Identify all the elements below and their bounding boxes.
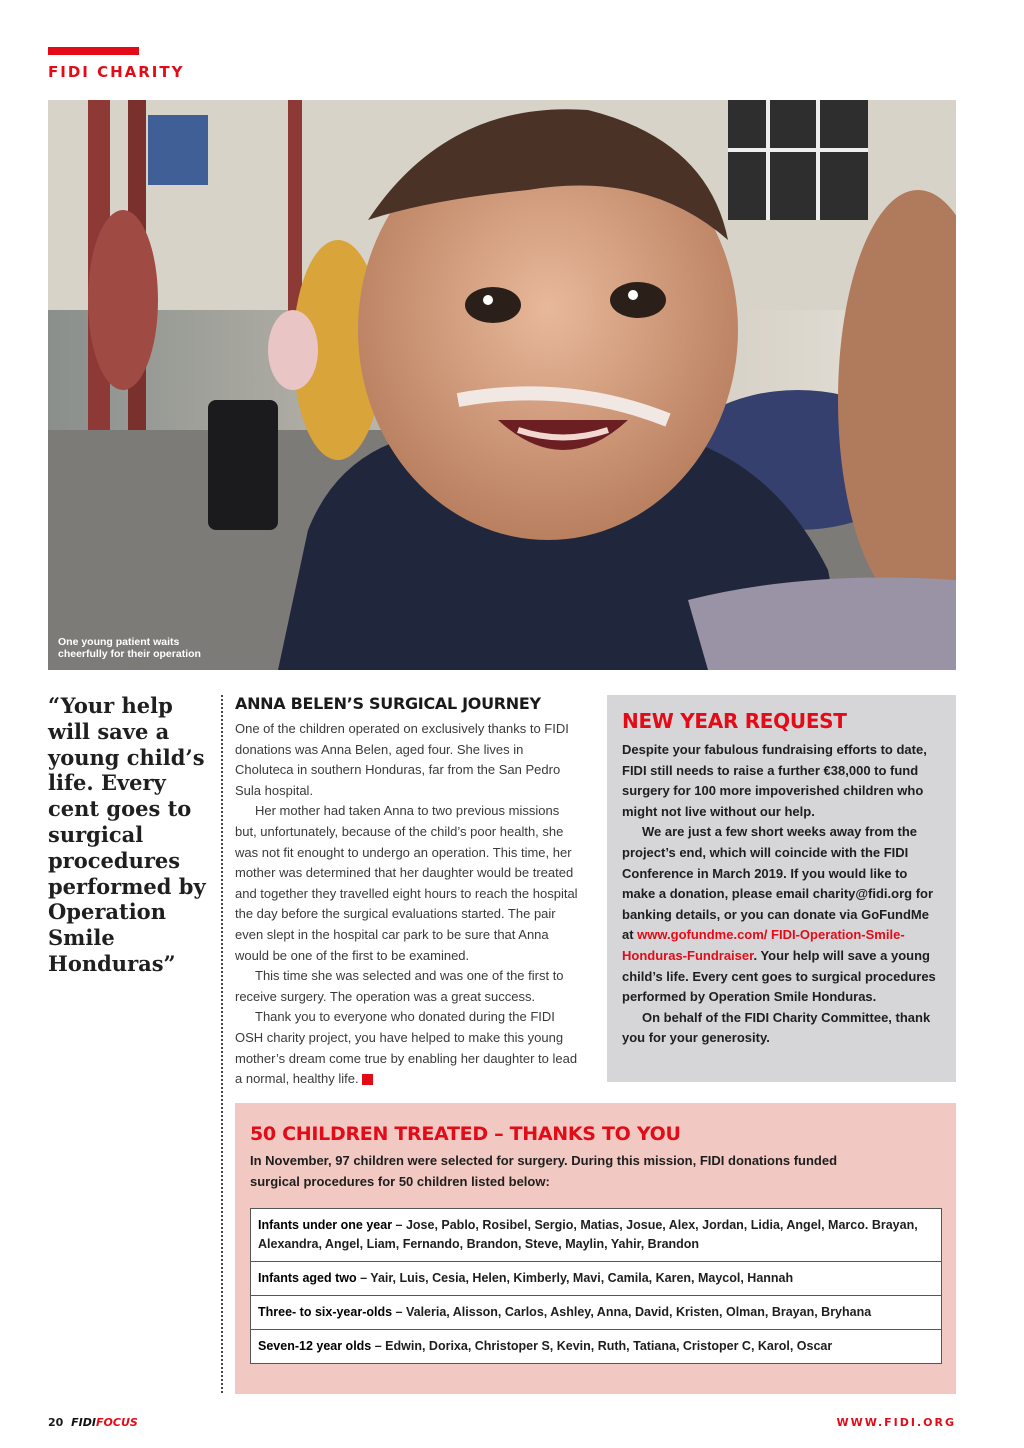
column-divider	[221, 695, 223, 1393]
age-group-label: Three- to six-year-olds	[258, 1305, 393, 1319]
article-paragraph: One of the children operated on exclusively thanks to FIDI donations was Anna Belen, aged four. She lives in Choluteca in southern Honduras, far from the San Pedro Sula hospital.	[235, 721, 569, 798]
children-treated-box	[235, 1103, 956, 1394]
request-title: NEW YEAR REQUEST	[622, 709, 847, 733]
new-year-request-box	[607, 695, 956, 1082]
article	[235, 694, 583, 1090]
age-group-label: Infants under one year	[258, 1218, 393, 1232]
table-row	[251, 1209, 941, 1261]
age-group-label: Infants aged two	[258, 1271, 357, 1285]
children-names: – Valeria, Alisson, Carlos, Ashley, Anna, David, Kristen, Olman, Brayan, Bryhana	[392, 1305, 872, 1319]
article-paragraph-text: Thank you to everyone who donated during the FIDI OSH charity project, you have helped to make this young mother’s dream come true by enabling her daughter to lead a normal, healthy life.	[235, 1009, 578, 1087]
photo-caption	[58, 636, 228, 660]
children-names: – Jose, Pablo, Rosibel, Sergio, Matias, Josue, Alex, Jordan, Lidia, Angel, Marco. Brayan, Alexandra, Angel, Liam, Fernando, Brandon, Steve, Maylin, Yahir, Brandon	[258, 1218, 918, 1251]
age-group-label: Seven-12 year olds	[258, 1339, 372, 1353]
request-paragraph: Despite your fabulous fundraising efforts to date, FIDI still needs to raise a further €38,000 to fund surgery for 100 more impoverished children who might not live without our help.	[622, 742, 927, 819]
table-row	[251, 1329, 941, 1363]
section-accent-bar	[48, 47, 139, 55]
children-intro: In November, 97 children were selected for surgery. During this mission, FIDI donations funded surgical procedures for 50 children listed below:	[250, 1153, 838, 1189]
request-paragraph: On behalf of the FIDI Charity Committee, thank you for your generosity.	[622, 1009, 931, 1046]
table-row	[251, 1295, 941, 1329]
website-link[interactable]: WWW.FIDI.ORG	[836, 1416, 956, 1429]
hero-photo-illustration	[48, 100, 956, 670]
footer-left	[48, 1416, 138, 1429]
end-mark-icon: FF	[362, 1074, 373, 1085]
gofundme-link[interactable]: www.gofundme.com/ FIDI-Operation-Smile-Honduras-Fundraiser	[622, 927, 905, 963]
hero-photo	[48, 100, 956, 670]
children-names: – Edwin, Dorixa, Christoper S, Kevin, Ruth, Tatiana, Cristoper C, Karol, Oscar	[371, 1339, 833, 1353]
article-paragraph: Her mother had taken Anna to two previous missions but, unfortunately, because of the child’s poor health, she was not fit enought to undergo an operation. This time, her mother was determined that her daughter would be treated and together they travelled eight hours to reach the hospital the day before the surgical evaluations started. The pair even slept in the hospital car park to be sure that Anna would be one of the first to be examined.	[235, 803, 578, 963]
photo-caption-line-2: cheerfully for their operation	[58, 648, 201, 660]
table-row	[251, 1261, 941, 1295]
children-title: 50 CHILDREN TREATED – THANKS TO YOU	[250, 1123, 681, 1145]
photo-caption-line-1: One young patient waits	[58, 636, 180, 648]
article-title: ANNA BELEN’S SURGICAL JOURNEY	[235, 694, 541, 713]
pull-quote: “Your help will save a young child’s life. Every cent goes to surgical procedures performed by Operation Smile Honduras”	[48, 693, 206, 976]
magazine-name-part-1: FIDI	[71, 1416, 96, 1429]
article-paragraph	[235, 1007, 583, 1089]
section-label: FIDI CHARITY	[48, 63, 185, 81]
request-text: . Your help will save a young child’s life. Every cent goes to surgical procedures performed by Operation Smile Honduras.	[622, 947, 936, 1005]
magazine-name-part-2: FOCUS	[96, 1416, 138, 1429]
children-list-table	[250, 1208, 942, 1364]
page-number: 20	[48, 1416, 64, 1429]
request-text: We are just a few short weeks away from the project’s end, which will coincide with the FIDI Conference in March 2019. If you would like to make a donation, please email charity@fidi.org for banking details, or you can donate via GoFundMe at	[622, 824, 934, 943]
children-names: – Yair, Luis, Cesia, Helen, Kimberly, Mavi, Camila, Karen, Maycol, Hannah	[356, 1271, 794, 1285]
request-paragraph	[622, 822, 941, 1007]
article-paragraph: This time she was selected and was one of the first to receive surgery. The operation was a great success.	[235, 968, 564, 1004]
